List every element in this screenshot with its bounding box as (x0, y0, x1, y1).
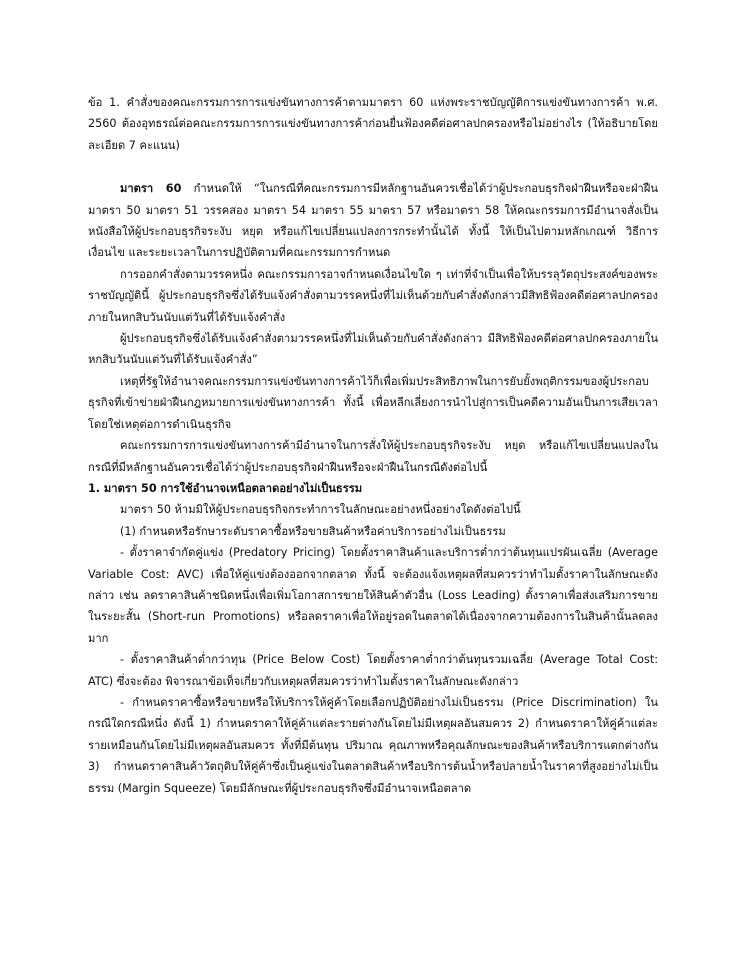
item-1: (1) กำหนดหรือรักษาระดับราคาซื้อหรือขายสินค้าหรือค่าบริการอย่างไม่เป็นธรรม (120, 524, 506, 538)
question-paragraph: ข้อ 1. คำสั่งของคณะกรรมการการแข่งขันทางการค้าตามมาตรา 60 แห่งพระราชบัญญัติการแข่งขันทางการค้า พ.ศ. 2560 ต้องอุทธรณ์ต่อคณะกรรมการการแข่งขันทางการค้าก่อนยื่นฟ้องคดีต่อศาลปกครองหรือไม่อย่างไร (ให้อธิบายโดยละเอียด 7 คะแนน) (88, 96, 658, 152)
reason-paragraph: เหตุที่รัฐให้อำนาจคณะกรรมการแข่งขันทางการค้าไว้ก็เพื่อเพิ่มประสิทธิภาพในการยับยั้งพฤติกรรมของผู้ประกอบธุรกิจที่เข้าข่ายฝ่าฝืนกฎหมายการแข่งขันทางการค้า ทั้งนี้ เพื่อหลีกเลี่ยงการนำไปสู่การเป็นคดีความอันเป็นการเสียเวลาโดยใช่เหตุต่อการดำเนินธุรกิจ (88, 374, 658, 431)
bullet-predatory-pricing: - ตั้งราคาจำกัดคู่แข่ง (Predatory Pricing) โดยตั้งราคาสินค้าและบริการต่ำกว่าต้นทุนแปรผันเฉลี่ย (Average Variable Cost: AVC) เพื่อให้คู่แข่งต้องออกจากตลาด ทั้งนี้ จะต้องแจ้งเหตุผลที่สมควรว่าทำไมตั้งราคาในลักษณะดังกล่าว เช่น ลดราคาสินค้าชนิดหนึ่งเพื่อเพิ่มโอกาสการขายให้สินค้าตัวอื่น (Loss Leading) ตั้งราคาเพื่อส่งเสริมการขายในระยะสั้น (Short-run Promotions) หรือลดราคาเพื่อให้อยู่รอดในตลาดได้เนื่องจากความต้องการในสินค้านั้นลดลงมาก (88, 546, 658, 645)
section50-intro: มาตรา 50 ห้ามมิให้ผู้ประกอบธุรกิจกระทำการในลักษณะอย่างหนึ่งอย่างใดดังต่อไปนี้ (120, 503, 521, 517)
section60-para1-text: กำหนดให้ “ในกรณีที่คณะกรรมการมีหลักฐานอันควรเชื่อได้ว่าผู้ประกอบธุรกิจฝ่าฝืนหรือจะฝ่าฝืนมาตรา 50 มาตรา 51 วรรคสอง มาตรา 54 มาตรา 55 มาตรา 57 หรือมาตรา 58 ให้คณะกรรมการมีอำนาจสั่งเป็นหนังสือให้ผู้ประกอบธุรกิจระงับ หยุด หรือแก้ไขเปลี่ยนแปลงการกระทำนั้นได้ ทั้งนี้ ให้เป็นไปตามหลักเกณฑ์ วิธีการ เงื่อนไข และระยะเวลาในการปฏิบัติตามที่คณะกรรมการกำหนด (88, 182, 658, 260)
section60-lead: มาตรา 60 (120, 182, 182, 196)
section60-paragraph-1 (88, 178, 658, 264)
bullet-price-discrimination: - กำหนดราคาซื้อหรือขายหรือให้บริการให้คู่ค้าโดยเลือกปฏิบัติอย่างไม่เป็นธรรม (Price Discrimination) ในกรณีใดกรณีหนึ่ง ดังนี้ 1) กำหนดราคาให้คู่ค้าแต่ละรายต่างกันโดยไม่มีเหตุผลอันสมควร 2) กำหนดราคาให้คู่ค้าแต่ละรายเหมือนกันโดยไม่มีเหตุผลอันสมควร ทั้งที่มีต้นทุน ปริมาณ คุณภาพหรือคุณลักษณะของสินค้าหรือบริการแตกต่างกัน 3) กำหนดราคาสินค้าวัตถุดิบให้คู่ค้าซึ่งเป็นคู่แข่งในตลาดสินค้าหรือบริการต้นน้ำหรือปลายน้ำในราคาที่สูงอย่างไม่เป็นธรรม (Margin Squeeze) โดยมีลักษณะที่ผู้ประกอบธุรกิจซึ่งมีอำนาจเหนือตลาด (88, 695, 658, 795)
authority-paragraph: คณะกรรมการการแข่งขันทางการค้ามีอำนาจในการสั่งให้ผู้ประกอบธุรกิจระงับ หยุด หรือแก้ไขเปลี่ยนแปลงในกรณีที่มีหลักฐานอันควรเชื่อได้ว่าผู้ประกอบธุรกิจฝ่าฝืนหรือจะฝ่าฝืนในกรณีดังต่อไปนี้ (88, 439, 658, 474)
section60-paragraph-2: การออกคำสั่งตามวรรคหนึ่ง คณะกรรมการอาจกำหนดเงื่อนไขใด ๆ เท่าที่จำเป็นเพื่อให้บรรลุวัตถุประสงค์ของพระราชบัญญัตินี้ ผู้ประกอบธุรกิจซึ่งได้รับแจ้งคำสั่งตามวรรคหนึ่งที่ไม่เห็นด้วยกับคำสั่งดังกล่าวมีสิทธิฟ้องคดีต่อศาลปกครองภายในหกสิบวันนับแต่วันที่ได้รับแจ้งคำสั่ง (88, 267, 658, 324)
spacer (88, 156, 658, 178)
document-body (88, 92, 658, 799)
section-heading-1: 1. มาตรา 50 การใช้อำนาจเหนือตลาดอย่างไม่เป็นธรรม (88, 481, 363, 495)
section60-paragraph-3: ผู้ประกอบธุรกิจซึ่งได้รับแจ้งคำสั่งตามวรรคหนึ่งที่ไม่เห็นด้วยกับคำสั่งดังกล่าว มีสิทธิฟ้องคดีต่อศาลปกครองภายในหกสิบวันนับแต่วันที่ได้รับแจ้งคำสั่ง” (88, 332, 658, 367)
bullet-price-below-cost: - ตั้งราคาสินค้าต่ำกว่าทุน (Price Below Cost) โดยตั้งราคาต่ำกว่าต้นทุนรวมเฉลี่ย (Average Total Cost: ATC) ซึ่งจะต้อง พิจารณาข้อเท็จเกี่ยวกับเหตุผลที่สมควรว่าทำไมตั้งราคาในลักษณะดังกล่าว (88, 653, 658, 688)
